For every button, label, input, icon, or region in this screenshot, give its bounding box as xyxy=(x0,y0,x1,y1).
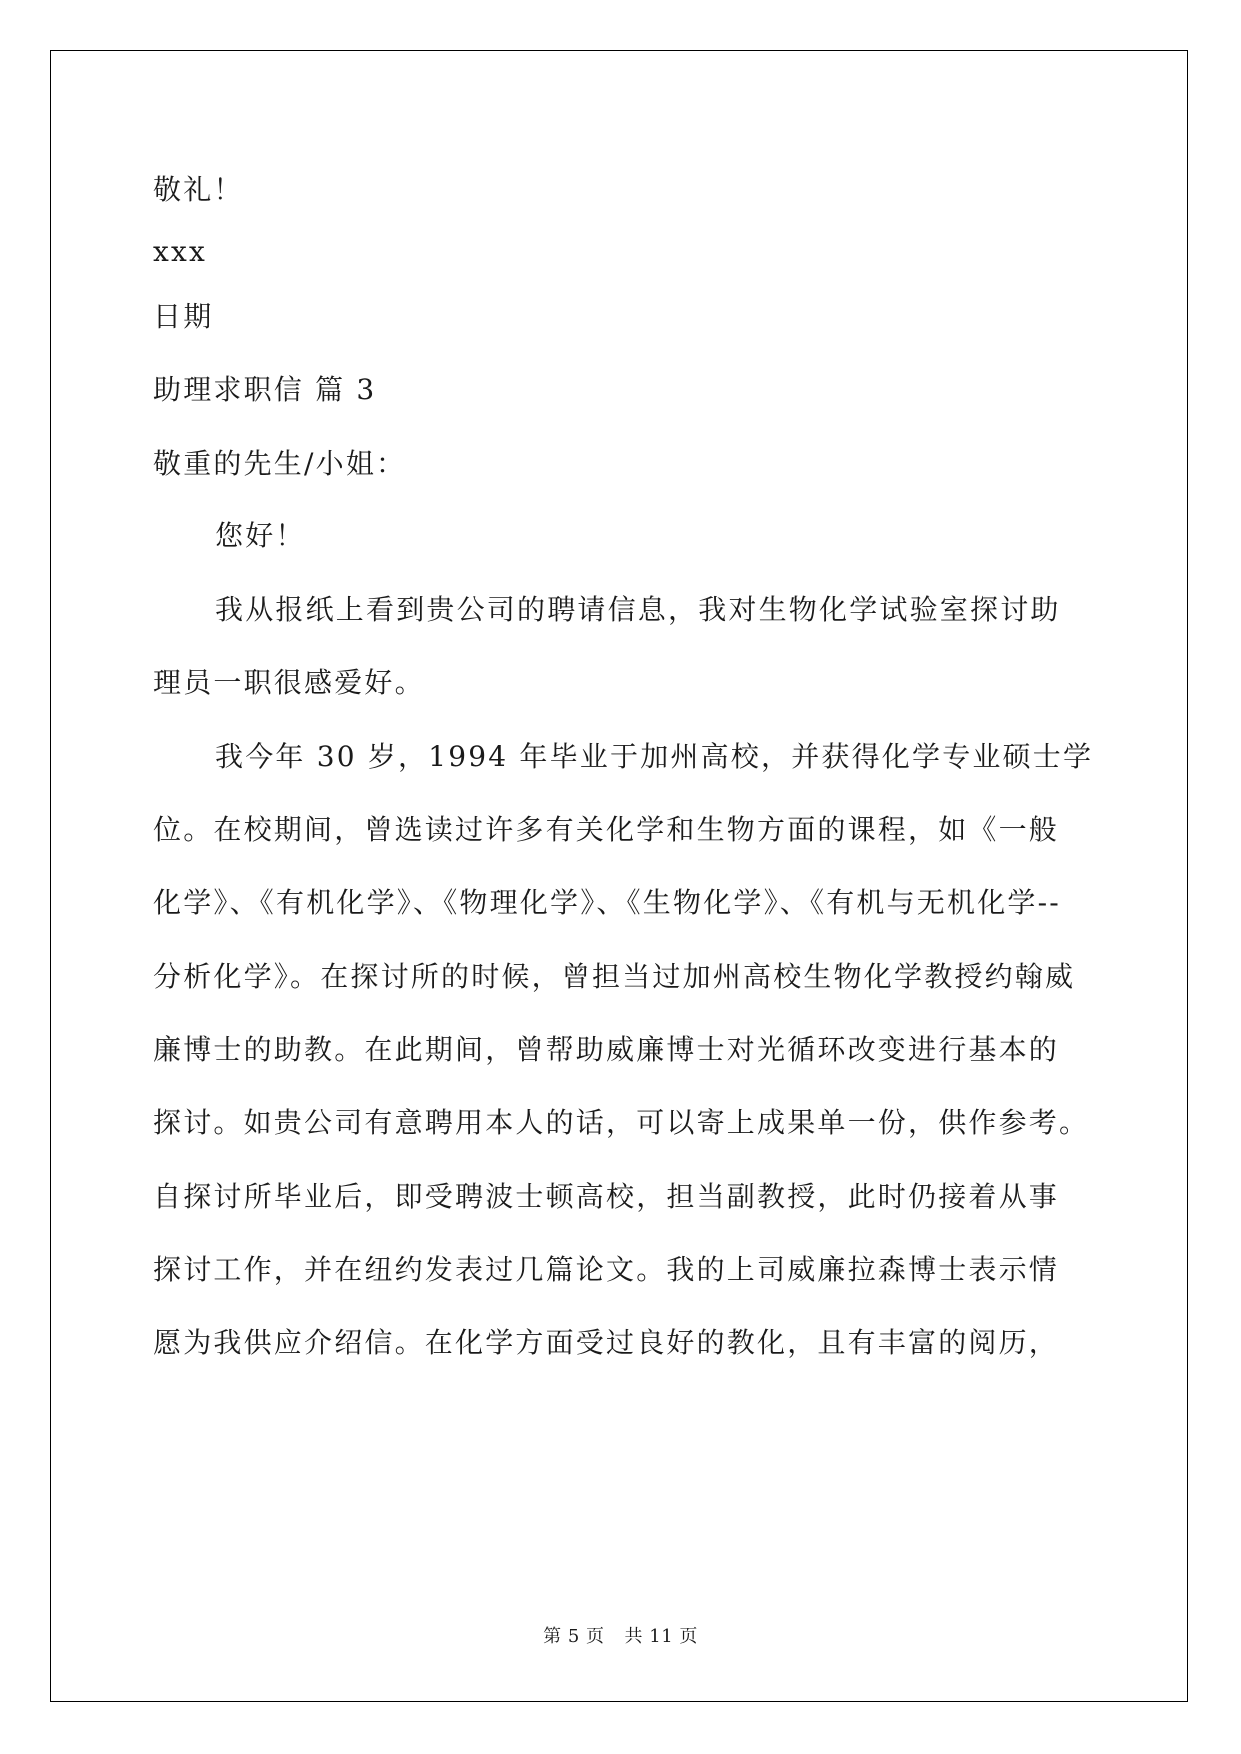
page-number: 第 5 页 xyxy=(543,1626,605,1647)
paragraph-line: 自探讨所毕业后，即受聘波士顿高校，担当副教授，此时仍接着从事 xyxy=(153,1180,1060,1213)
paragraph-line: 廉博士的助教。在此期间，曾帮助威廉博士对光循环改变进行基本的 xyxy=(153,1033,1060,1066)
paragraph-line: 我从报纸上看到贵公司的聘请信息，我对生物化学试验室探讨助 xyxy=(215,593,1061,626)
closing-salutation: 敬礼！ xyxy=(153,173,244,206)
paragraph-line: 化学》、《有机化学》、《物理化学》、《生物化学》、《有机与无机化学-- xyxy=(153,886,1061,919)
paragraph-line: 愿为我供应介绍信。在化学方面受过良好的教化，且有丰富的阅历， xyxy=(153,1326,1060,1359)
page-total: 共 11 页 xyxy=(624,1626,698,1647)
paragraph-line: 分析化学》。在探讨所的时候，曾担当过加州高校生物化学教授约翰威 xyxy=(153,960,1076,993)
paragraph-line: 理员一职很感爱好。 xyxy=(153,666,425,699)
section-heading: 助理求职信 篇 3 xyxy=(153,373,377,406)
paragraph-line: 我今年 30 岁，1994 年毕业于加州高校，并获得化学专业硕士学 xyxy=(215,740,1094,773)
signature-date: 日期 xyxy=(153,300,214,333)
greeting-hello: 您好！ xyxy=(215,519,306,552)
page-footer xyxy=(0,1622,1241,1648)
paragraph-line: 探讨。如贵公司有意聘用本人的话，可以寄上成果单一份，供作参考。 xyxy=(153,1106,1090,1139)
page-border xyxy=(50,50,1188,1702)
paragraph-line: 探讨工作，并在纽约发表过几篇论文。我的上司威廉拉森博士表示情 xyxy=(153,1253,1060,1286)
signature-name: xxx xyxy=(153,235,207,268)
letter-greeting: 敬重的先生/小姐： xyxy=(153,447,407,480)
paragraph-line: 位。在校期间，曾选读过许多有关化学和生物方面的课程，如《一般 xyxy=(153,813,1060,846)
